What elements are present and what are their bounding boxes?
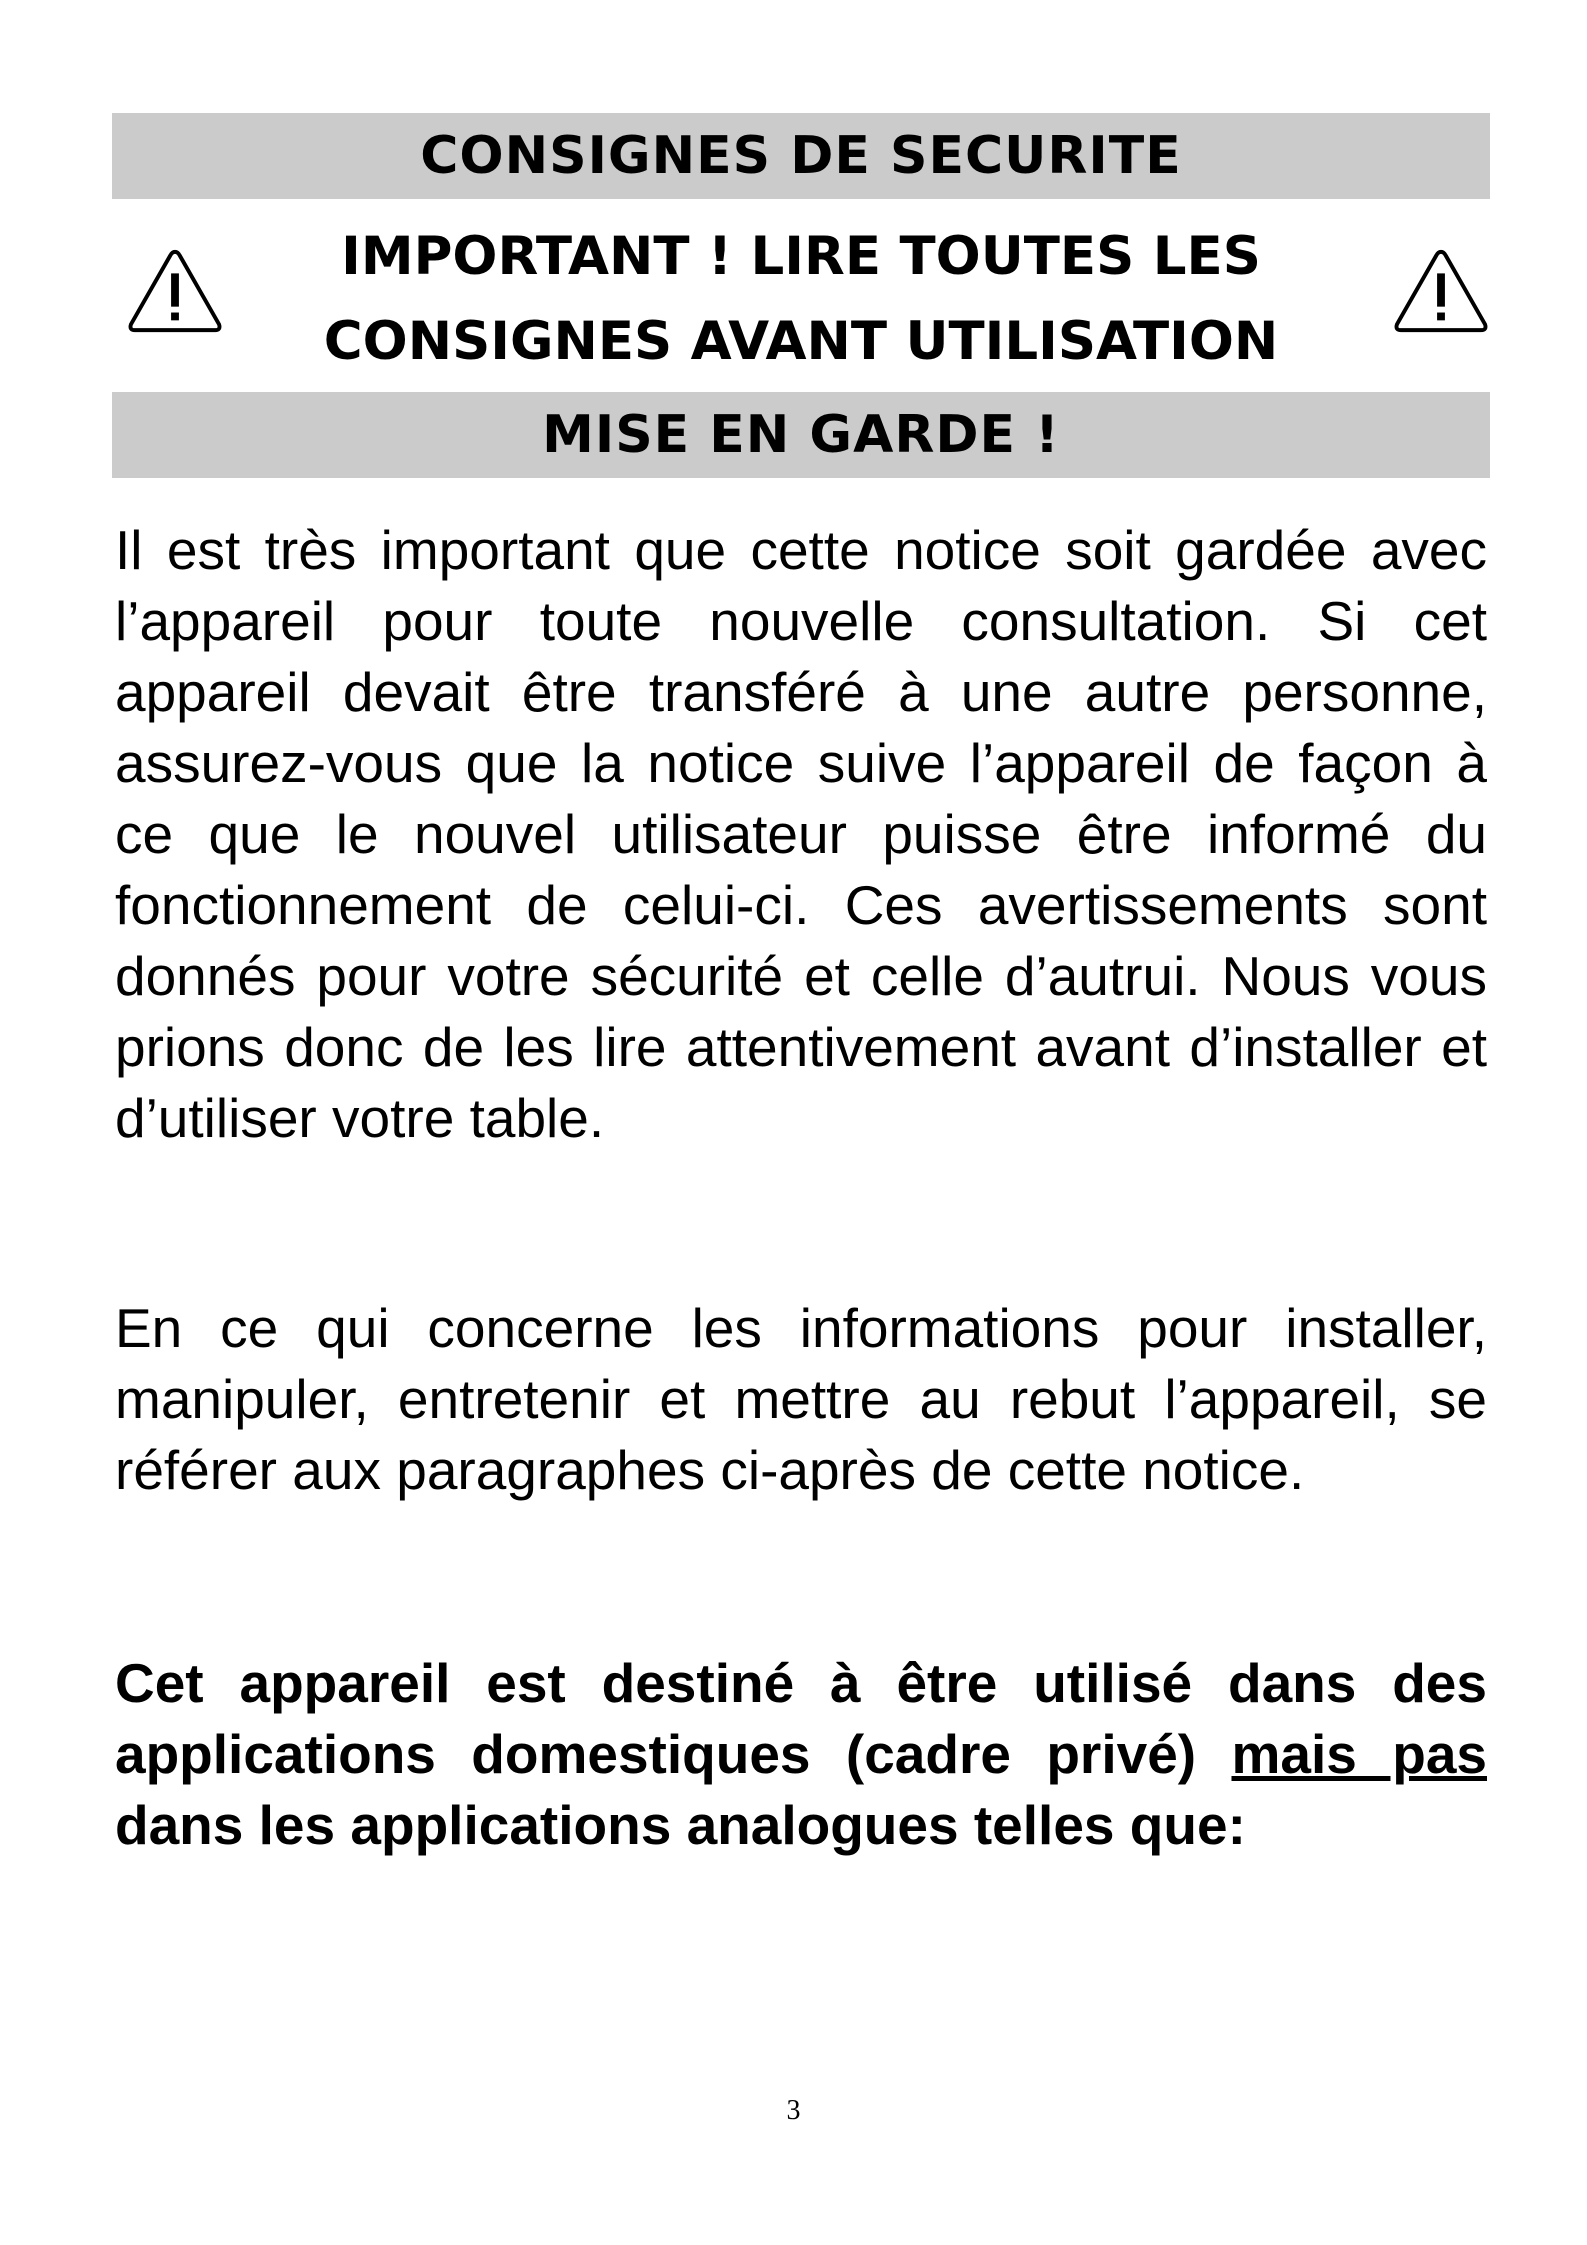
warning-banner <box>112 392 1490 478</box>
domestic-use-text-start: Cet appareil est destiné à être utilisé dans des applications domestiques (cadre privé) <box>115 1652 1487 1785</box>
paragraph-installation-info: En ce qui concerne les informations pour installer, manipuler, entretenir et mettre au rebut l’appareil, se référer aux paragraphes ci-après de cette notice. <box>115 1297 1487 1501</box>
domestic-use-emphasis: mais pas <box>1231 1723 1487 1785</box>
section-title-banner <box>112 113 1490 199</box>
page-number: 3 <box>786 2095 801 2126</box>
warning-banner-title: MISE EN GARDE ! <box>542 405 1060 465</box>
important-line-2: CONSIGNES AVANT UTILISATION <box>323 311 1279 372</box>
paragraph-keep-notice: Il est très important que cette notice soit gardée avec l’appareil pour toute nouvelle consultation. Si cet appareil devait être transféré à une autre personne, assurez-vous que la notice suive l’appareil de façon à ce que le nouvel utilisateur puisse être informé du fonctionnement de celui-ci. Ces avertissements sont donnés pour votre sécurité et celle d’autrui. Nous vous prions donc de les lire attentivement avant d’installer et d’utiliser votre table. <box>115 519 1487 1149</box>
domestic-use-text-end: dans les applications analogues telles que: <box>115 1794 1246 1856</box>
important-notice <box>112 214 1490 384</box>
warning-triangle-icon <box>1392 246 1490 336</box>
warning-triangle-icon <box>126 246 224 336</box>
section-title: CONSIGNES DE SECURITE <box>420 126 1182 186</box>
important-notice-text <box>242 214 1360 384</box>
important-line-1: IMPORTANT ! LIRE TOUTES LES <box>341 226 1261 287</box>
paragraph-domestic-use <box>115 1648 1487 1861</box>
